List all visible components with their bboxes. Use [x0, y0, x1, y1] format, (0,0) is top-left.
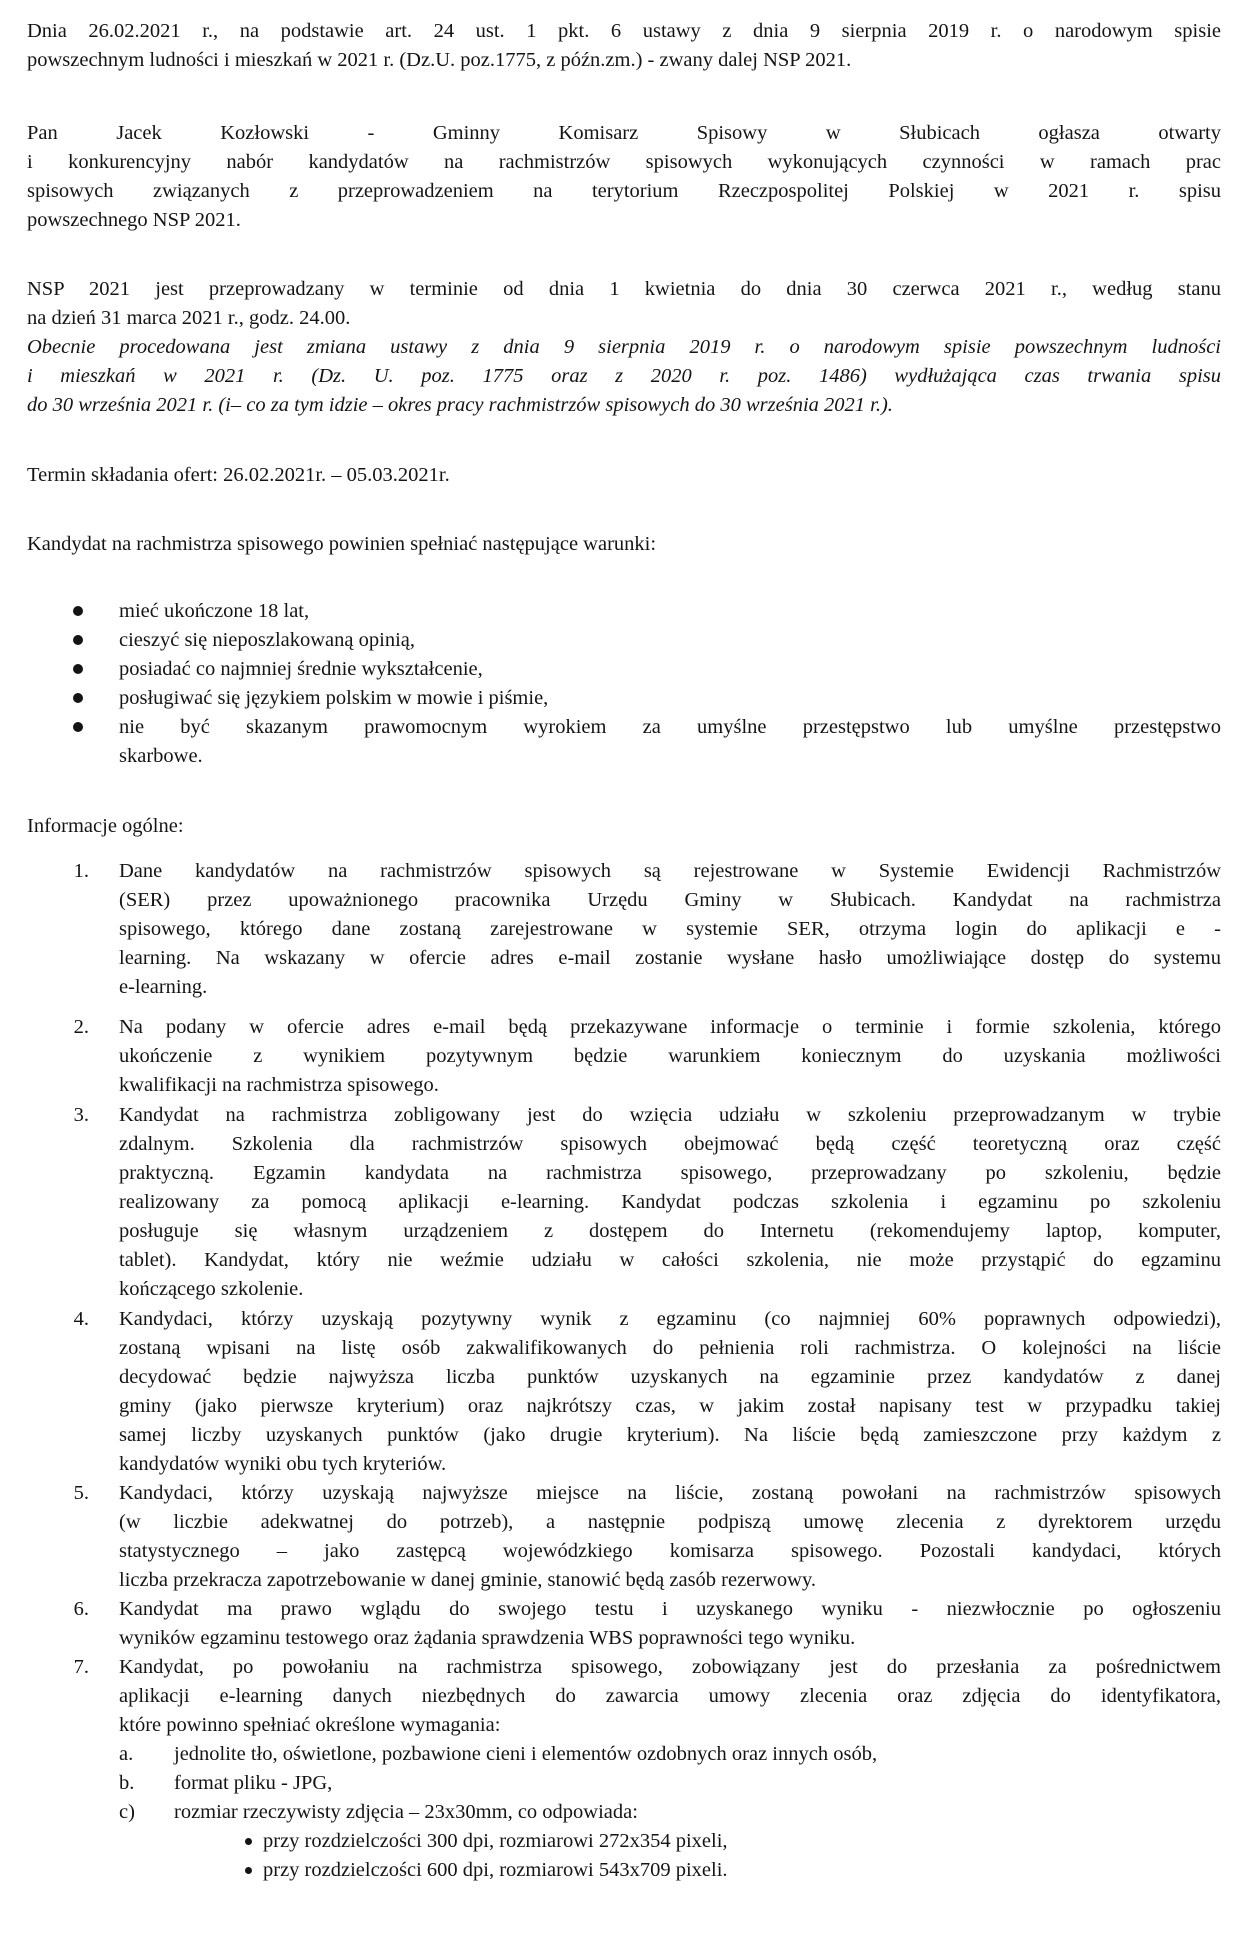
item-number: 5. [73, 1482, 89, 1504]
bullet-icon [245, 1838, 252, 1845]
item-number: 6. [73, 1598, 89, 1620]
term-italic-line-2: i mieszkań w 2021 r. (Dz. U. poz. 1775 oraz z 2020 r. poz. 1486) wydłużająca czas trwania spisu [27, 365, 1221, 387]
item-line: zostaną wpisani na listę osób zakwalifikowanych do pełnienia roli rachmistrza. O kolejności na liście [119, 1337, 1221, 1359]
condition-item-continuation: skarbowe. [119, 745, 203, 767]
term-italic-line-3: do 30 września 2021 r. (i– co za tym idzie – okres pracy rachmistrzów spisowych do 30 września 2021 r.). [27, 394, 893, 416]
sub-sub-item: przy rozdzielczości 600 dpi, rozmiarowi 543x709 pixeli. [263, 1859, 728, 1881]
item-line: zdalnym. Szkolenia dla rachmistrzów spisowych obejmować będą część teoretyczną oraz część [119, 1133, 1221, 1155]
item-line: tablet). Kandydat, który nie weźmie udziału w całości szkolenia, nie może przystąpić do egzaminu [119, 1249, 1221, 1271]
item-line: aplikacji e-learning danych niezbędnych do zawarcia umowy zlecenia oraz zdjęcia do identyfikatora, [119, 1685, 1221, 1707]
condition-item: nie być skazanym prawomocnym wyrokiem za umyślne przestępstwo lub umyślne przestępstwo [119, 716, 1221, 738]
item-line: kwalifikacji na rachmistrza spisowego. [119, 1074, 439, 1096]
item-line: kończącego szkolenie. [119, 1278, 304, 1300]
item-line: Dane kandydatów na rachmistrzów spisowych są rejestrowane w Systemie Ewidencji Rachmistrzów [119, 860, 1221, 882]
item-number: 1. [73, 860, 89, 882]
bullet-icon [73, 722, 83, 732]
sub-item-text: rozmiar rzeczywisty zdjęcia – 23x30mm, co odpowiada: [174, 1801, 638, 1823]
sub-item-label: b. [119, 1772, 135, 1794]
item-line: gminy (jako pierwsze kryterium) oraz najkrótszy czas, w jakim został napisany test w przypadku takiej [119, 1395, 1221, 1417]
general-heading: Informacje ogólne: [27, 815, 184, 837]
item-line: Na podany w ofercie adres e-mail będą przekazywane informacje o terminie i formie szkolenia, którego [119, 1016, 1221, 1038]
intro-line-2: powszechnym ludności i mieszkań w 2021 r. (Dz.U. poz.1775, z późn.zm.) - zwany dalej NSP 2021. [27, 49, 852, 71]
item-line: (w liczbie adekwatnej do potrzeb), a następnie podpiszą umowę zlecenia z dyrektorem urzędu [119, 1511, 1221, 1533]
item-line: Kandydat, po powołaniu na rachmistrza spisowego, zobowiązany jest do przesłania za pośrednictwem [119, 1656, 1221, 1678]
announcement-line-1: Pan Jacek Kozłowski - Gminny Komisarz Spisowy w Słubicach ogłasza otwarty [27, 122, 1221, 144]
item-line: decydować będzie najwyższa liczba punktów uzyskanych na egzaminie przez kandydatów z danej [119, 1366, 1221, 1388]
term-line-1: NSP 2021 jest przeprowadzany w terminie od dnia 1 kwietnia do dnia 30 czerwca 2021 r., według stanu [27, 278, 1221, 300]
item-line: Kandydaci, którzy uzyskają najwyższe miejsce na liście, zostaną powołani na rachmistrzów spisowych [119, 1482, 1221, 1504]
item-line: wyników egzaminu testowego oraz żądania sprawdzenia WBS poprawności tego wyniku. [119, 1627, 856, 1649]
bullet-icon [73, 635, 83, 645]
item-line: e-learning. [119, 976, 208, 998]
item-line: statystycznego – jako zastępcą wojewódzkiego komisarza spisowego. Pozostali kandydaci, których [119, 1540, 1221, 1562]
announcement-line-2: i konkurencyjny nabór kandydatów na rachmistrzów spisowych wykonujących czynności w ramach prac [27, 151, 1221, 173]
intro-line-1: Dnia 26.02.2021 r., na podstawie art. 24 ust. 1 pkt. 6 ustawy z dnia 9 sierpnia 2019 r. o narodowym spisie [27, 20, 1221, 42]
announcement-line-3: spisowych związanych z przeprowadzeniem na terytorium Rzeczpospolitej Polskiej w 2021 r. spisu [27, 180, 1221, 202]
sub-item-label: c) [119, 1801, 135, 1823]
sub-item-text: format pliku - JPG, [174, 1772, 333, 1794]
item-number: 3. [73, 1104, 89, 1126]
sub-item-label: a. [119, 1743, 134, 1765]
item-line: Kandydat na rachmistrza zobligowany jest do wzięcia udziału w szkoleniu przeprowadzanym w trybie [119, 1104, 1221, 1126]
deadline-line: Termin składania ofert: 26.02.2021r. – 05.03.2021r. [27, 464, 450, 486]
conditions-heading: Kandydat na rachmistrza spisowego powinien spełniać następujące warunki: [27, 533, 657, 555]
item-number: 2. [73, 1016, 89, 1038]
item-line: praktyczną. Egzamin kandydata na rachmistrza spisowego, przeprowadzany po szkoleniu, będzie [119, 1162, 1221, 1184]
condition-item: cieszyć się nieposzlakowaną opinią, [119, 629, 415, 651]
item-number: 7. [73, 1656, 89, 1678]
item-line: kandydatów wyniki obu tych kryteriów. [119, 1453, 447, 1475]
item-line: realizowany za pomocą aplikacji e-learning. Kandydat podczas szkolenia i egzaminu po szkoleniu [119, 1191, 1221, 1213]
condition-item: posiadać co najmniej średnie wykształcenie, [119, 658, 483, 680]
bullet-icon [73, 693, 83, 703]
bullet-icon [73, 606, 83, 616]
bullet-icon [73, 664, 83, 674]
item-line: Kandydaci, którzy uzyskają pozytywny wynik z egzaminu (co najmniej 60% poprawnych odpowiedzi), [119, 1308, 1221, 1330]
item-line: które powinno spełniać określone wymagania: [119, 1714, 501, 1736]
announcement-line-4: powszechnego NSP 2021. [27, 209, 241, 231]
condition-item: posługiwać się językiem polskim w mowie i piśmie, [119, 687, 549, 709]
item-line: samej liczby uzyskanych punktów (jako drugie kryterium). Na liście będą zamieszczone przy każdym z [119, 1424, 1221, 1446]
bullet-icon [245, 1867, 252, 1874]
sub-sub-item: przy rozdzielczości 300 dpi, rozmiarowi 272x354 pixeli, [263, 1830, 728, 1852]
condition-item: mieć ukończone 18 lat, [119, 600, 310, 622]
term-italic-line-1: Obecnie procedowana jest zmiana ustawy z dnia 9 sierpnia 2019 r. o narodowym spisie powszechnym ludności [27, 336, 1221, 358]
item-line: (SER) przez upoważnionego pracownika Urzędu Gminy w Słubicach. Kandydat na rachmistrza [119, 889, 1221, 911]
sub-item-text: jednolite tło, oświetlone, pozbawione cieni i elementów ozdobnych oraz innych osób, [174, 1743, 878, 1765]
item-line: Kandydat ma prawo wglądu do swojego testu i uzyskanego wyniku - niezwłocznie po ogłoszeniu [119, 1598, 1221, 1620]
item-line: posługuje się własnym urządzeniem z dostępem do Internetu (rekomendujemy laptop, komputer, [119, 1220, 1221, 1242]
item-line: ukończenie z wynikiem pozytywnym będzie warunkiem koniecznym do uzyskania możliwości [119, 1045, 1221, 1067]
item-line: liczba przekracza zapotrzebowanie w danej gminie, stanowić będą zasób rezerwowy. [119, 1569, 817, 1591]
item-line: spisowego, którego dane zostaną zarejestrowane w systemie SER, otrzyma login do aplikacji e - [119, 918, 1221, 940]
item-number: 4. [73, 1308, 89, 1330]
term-line-2: na dzień 31 marca 2021 r., godz. 24.00. [27, 307, 351, 329]
item-line: learning. Na wskazany w ofercie adres e-mail zostanie wysłane hasło umożliwiające dostęp do systemu [119, 947, 1221, 969]
